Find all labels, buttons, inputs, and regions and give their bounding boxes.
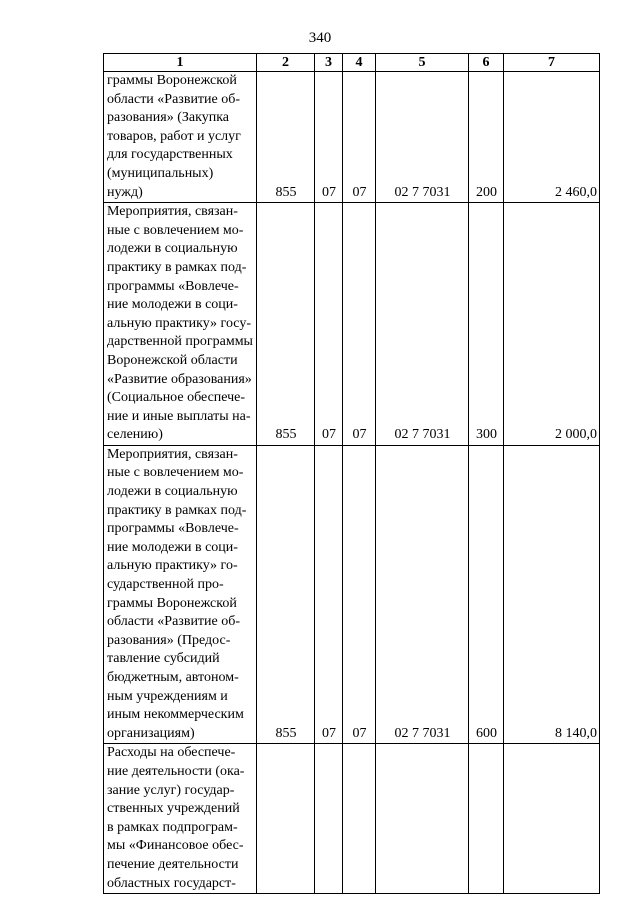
cell-expense-type: 200	[469, 72, 504, 203]
row-description	[104, 203, 257, 446]
table-row	[104, 72, 600, 203]
header-col-1: 1	[104, 54, 257, 72]
description-line: области «Развитие об-	[107, 91, 241, 107]
description-line: областных государст-	[107, 875, 236, 891]
cell-target-article	[376, 744, 469, 894]
description-line: ние деятельности (ока-	[107, 763, 245, 779]
cell-section	[315, 744, 343, 894]
cell-subsection	[343, 744, 376, 894]
cell-amount: 8 140,0	[504, 445, 600, 744]
cell-target-article: 02 7 7031	[376, 72, 469, 203]
description-line: иным некоммерческим	[107, 707, 244, 723]
header-col-3: 3	[315, 54, 343, 72]
table-row	[104, 203, 600, 446]
cell-amount: 2 000,0	[504, 203, 600, 446]
header-col-5: 5	[376, 54, 469, 72]
cell-expense-type: 300	[469, 203, 504, 446]
description-line: граммы Воронежской	[107, 595, 237, 611]
row-description	[104, 445, 257, 744]
description-line: мы «Финансовое обес-	[107, 838, 244, 854]
description-line: практику в рамках под-	[107, 259, 247, 275]
description-line: ние молодежи в соци-	[107, 297, 238, 313]
row-description	[104, 744, 257, 894]
description-line: ственных учреждений	[107, 801, 240, 817]
description-line: Мероприятия, связан-	[107, 204, 238, 220]
description-line: в рамках подпрограм-	[107, 819, 238, 835]
cell-grbs: 855	[257, 445, 315, 744]
description-line: программы «Вовлече-	[107, 278, 239, 294]
description-line: альную практику» госу-	[107, 315, 251, 331]
description-line: области «Развитие об-	[107, 614, 241, 630]
description-line: Мероприятия, связан-	[107, 446, 238, 462]
description-line: дарственной программы	[107, 334, 253, 350]
header-col-2: 2	[257, 54, 315, 72]
cell-subsection: 07	[343, 72, 376, 203]
description-line: ние молодежи в соци-	[107, 539, 238, 555]
cell-grbs: 855	[257, 72, 315, 203]
description-line: Воронежской области	[107, 352, 238, 368]
table-row	[104, 744, 600, 894]
cell-section: 07	[315, 72, 343, 203]
description-line: разования» (Предос-	[107, 632, 231, 648]
description-line: практику в рамках под-	[107, 502, 247, 518]
description-line: альную практику» го-	[107, 558, 238, 574]
description-line: товаров, работ и услуг	[107, 128, 241, 144]
description-line: разования» (Закупка	[107, 110, 230, 126]
description-line: (Социальное обеспече-	[107, 390, 246, 406]
header-col-6: 6	[469, 54, 504, 72]
description-line: «Развитие образования»	[107, 371, 252, 387]
description-line: программы «Вовлече-	[107, 521, 239, 537]
row-description	[104, 72, 257, 203]
description-line: лодежи в социальную	[107, 484, 238, 500]
cell-subsection: 07	[343, 445, 376, 744]
budget-table	[103, 53, 600, 894]
description-line: селению)	[107, 427, 163, 443]
description-line: тавление субсидий	[107, 651, 220, 667]
cell-grbs	[257, 744, 315, 894]
page-number: 340	[308, 30, 332, 46]
description-line: ным учреждениям и	[107, 688, 228, 704]
cell-target-article: 02 7 7031	[376, 203, 469, 446]
header-col-7: 7	[504, 54, 600, 72]
cell-section: 07	[315, 445, 343, 744]
cell-amount	[504, 744, 600, 894]
header-col-4: 4	[343, 54, 376, 72]
description-line: Расходы на обеспече-	[107, 745, 236, 761]
description-line: нужд)	[107, 184, 143, 200]
description-line: ные с вовлечением мо-	[107, 465, 244, 481]
cell-grbs: 855	[257, 203, 315, 446]
cell-amount: 2 460,0	[504, 72, 600, 203]
description-line: печение деятельности	[107, 856, 239, 872]
cell-expense-type: 600	[469, 445, 504, 744]
description-line: ные с вовлечением мо-	[107, 222, 244, 238]
description-line: лодежи в социальную	[107, 241, 238, 257]
cell-target-article: 02 7 7031	[376, 445, 469, 744]
description-line: ние и иные выплаты на-	[107, 408, 251, 424]
description-line: бюджетным, автоном-	[107, 670, 239, 685]
header-row	[104, 54, 600, 72]
table-row	[104, 445, 600, 744]
description-line: граммы Воронежской	[107, 73, 237, 88]
description-line: сударственной про-	[107, 577, 224, 593]
description-line: зание услуг) государ-	[107, 782, 235, 798]
description-line: (муниципальных)	[107, 165, 214, 181]
cell-subsection: 07	[343, 203, 376, 446]
description-line: организациям)	[107, 725, 195, 741]
cell-section: 07	[315, 203, 343, 446]
description-line: для государственных	[107, 147, 233, 163]
cell-expense-type	[469, 744, 504, 894]
